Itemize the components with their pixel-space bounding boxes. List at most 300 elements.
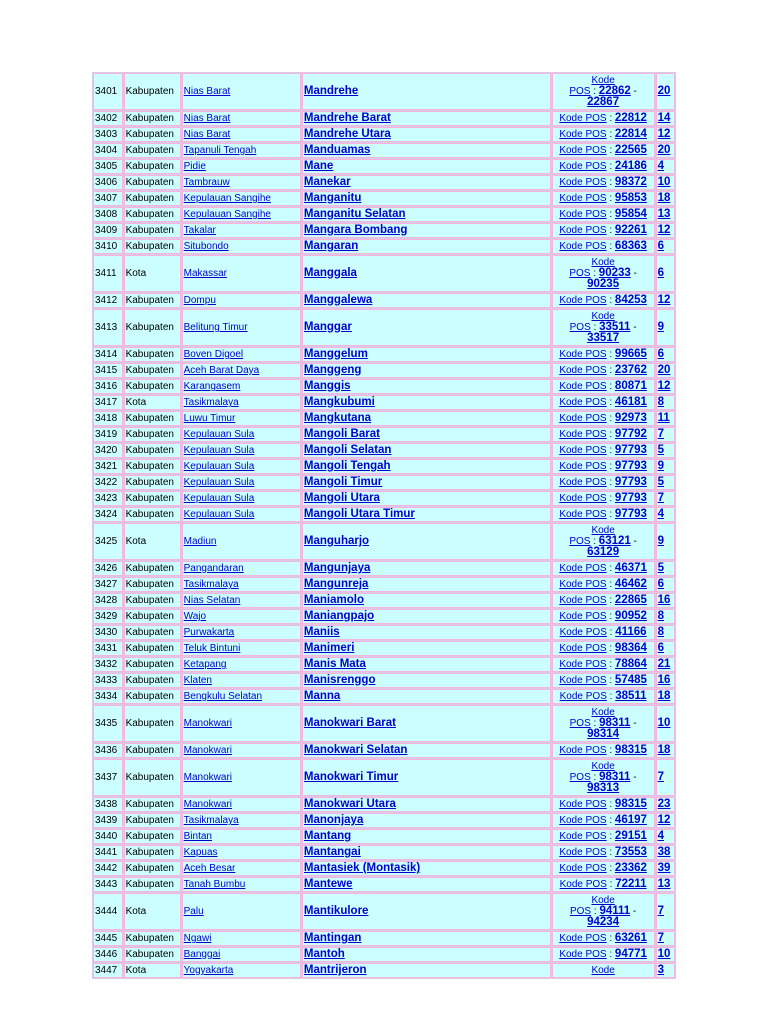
kode-pos-label[interactable]: Kode POS [559, 461, 607, 472]
postal-code-link[interactable]: 63261 [614, 932, 647, 944]
village-count-link[interactable]: 18 [657, 690, 671, 702]
village-count-link[interactable]: 7 [657, 492, 664, 504]
region-link[interactable]: Dompu [183, 295, 216, 306]
region-link[interactable]: Tasikmalaya [183, 579, 239, 590]
postal-code-cell [552, 877, 655, 892]
district-link[interactable]: Manokwari Barat [303, 717, 396, 729]
district-link[interactable]: Manokwari Selatan [303, 744, 408, 756]
village-count-link[interactable]: 23 [657, 798, 671, 810]
separator: : [606, 295, 615, 306]
postal-code-link[interactable]: 97793 [614, 444, 647, 456]
village-count-link[interactable]: 6 [657, 642, 664, 654]
postal-code-link[interactable]: 46197 [614, 814, 647, 826]
region-link[interactable]: Wajo [183, 611, 207, 622]
village-count-link[interactable]: 12 [657, 294, 671, 306]
postal-code-link[interactable]: 22812 [614, 112, 647, 124]
village-count-link[interactable]: 16 [657, 594, 671, 606]
region-link[interactable]: Tasikmalaya [183, 397, 239, 408]
postal-code-link[interactable]: 98372 [614, 176, 647, 188]
village-count-link[interactable]: 20 [657, 144, 671, 156]
kode-pos-label[interactable]: Kode POS [559, 949, 607, 960]
kode-pos-label[interactable]: Kode POS [559, 145, 607, 156]
postal-code-cell [552, 593, 655, 608]
region-link[interactable]: Banggai [183, 949, 221, 960]
district-cell [302, 411, 551, 426]
village-count-link[interactable]: 20 [657, 85, 671, 97]
kode-pos-label[interactable]: Kode POS [559, 225, 607, 236]
kode-pos-label[interactable]: Kode POS [559, 579, 607, 590]
region-link[interactable]: Madiun [183, 536, 217, 547]
district-link[interactable]: Manggalewa [303, 294, 373, 306]
kode-label[interactable]: Kode [591, 895, 615, 906]
count-cell [656, 593, 675, 608]
village-count-link[interactable]: 10 [657, 717, 671, 729]
kode-pos-label[interactable]: Kode POS [559, 933, 607, 944]
pos-label[interactable]: POS [569, 906, 592, 917]
region-cell [182, 239, 301, 254]
region-link[interactable]: Boven Digoel [183, 349, 244, 360]
region-cell [182, 947, 301, 962]
kode-pos-label[interactable]: Kode POS [559, 595, 607, 606]
region-link[interactable]: Situbondo [183, 241, 229, 252]
region-link[interactable]: Bengkulu Selatan [183, 691, 263, 702]
postal-code-link[interactable]: 98315 [614, 744, 647, 756]
village-count-link[interactable]: 7 [657, 771, 664, 783]
kode-pos-label[interactable]: Kode POS [559, 799, 607, 810]
region-link[interactable]: Kepulauan Sula [183, 477, 255, 488]
pos-label[interactable]: POS [569, 86, 591, 97]
region-cell [182, 743, 301, 758]
village-count-link[interactable]: 18 [657, 744, 671, 756]
separator: : [590, 268, 599, 279]
postal-code-link[interactable]: 92973 [614, 412, 647, 424]
village-count-link[interactable]: 10 [657, 176, 671, 188]
district-link[interactable]: Manganitu Selatan [303, 208, 406, 220]
village-count-link[interactable]: 13 [657, 208, 671, 220]
postal-code-from-link[interactable]: 98311 [599, 771, 631, 783]
district-link[interactable]: Mangoli Utara Timur [303, 508, 415, 520]
postal-code-link[interactable]: 95854 [614, 208, 647, 220]
district-link[interactable]: Manggis [303, 380, 351, 392]
region-link[interactable]: Bintan [183, 831, 212, 842]
region-link[interactable]: Kepulauan Sula [183, 509, 255, 520]
district-link[interactable]: Mane [303, 160, 334, 172]
postal-code-link[interactable]: 68363 [614, 240, 647, 252]
village-count-link[interactable]: 13 [657, 878, 671, 890]
postal-code-link[interactable]: 99665 [614, 348, 647, 360]
district-cell [302, 427, 551, 442]
kode-pos-label[interactable]: Kode POS [559, 445, 607, 456]
count-cell [656, 931, 675, 946]
postal-code-to-link[interactable]: 94234 [587, 916, 620, 928]
postal-code-from-link[interactable]: 22862 [598, 85, 631, 97]
district-cell [302, 705, 551, 742]
district-link[interactable]: Manokwari Utara [303, 798, 396, 810]
kode-pos-label[interactable]: Kode POS [559, 209, 607, 220]
region-link[interactable]: Pangandaran [183, 563, 244, 574]
pos-label[interactable]: POS [569, 772, 591, 783]
kode-pos-label[interactable]: Kode POS [559, 691, 607, 702]
kode-pos-label[interactable]: Kode POS [559, 113, 607, 124]
region-link[interactable]: Ketapang [183, 659, 227, 670]
postal-code-link[interactable]: 38511 [615, 690, 647, 702]
district-cell [302, 593, 551, 608]
region-link[interactable]: Ngawi [183, 933, 212, 944]
postal-code-to-link[interactable]: 22867 [587, 96, 620, 108]
village-count-link[interactable]: 14 [657, 112, 671, 124]
row-number: 3423 [93, 491, 123, 506]
separator: : [606, 691, 616, 702]
postal-code-cell [552, 223, 655, 238]
district-link[interactable]: Mangoli Utara [303, 492, 380, 504]
region-cell [182, 475, 301, 490]
separator: : [606, 879, 616, 890]
postal-code-link[interactable]: 90952 [614, 610, 647, 622]
postal-code-link[interactable]: 98364 [614, 642, 647, 654]
district-link[interactable]: Mantingan [303, 932, 362, 944]
postal-code-from-link[interactable]: 63121 [598, 535, 631, 547]
district-link[interactable]: Manis Mata [303, 658, 366, 670]
region-cell [182, 845, 301, 860]
region-type: Kabupaten [124, 347, 181, 362]
district-link[interactable]: Manna [303, 690, 341, 702]
district-link[interactable]: Manekar [303, 176, 351, 188]
postal-code-to-link[interactable]: 98314 [587, 728, 620, 740]
count-cell [656, 947, 675, 962]
village-count-link[interactable]: 6 [657, 267, 664, 279]
district-link[interactable]: Manggeng [303, 364, 362, 376]
village-count-link[interactable]: 5 [657, 562, 664, 574]
row-number: 3438 [93, 797, 123, 812]
region-type: Kabupaten [124, 743, 181, 758]
kode-pos-label[interactable]: Kode POS [559, 129, 607, 140]
kode-pos-label[interactable]: Kode POS [559, 241, 607, 252]
district-link[interactable]: Manisrenggo [303, 674, 376, 686]
postal-code-from-link[interactable]: 94111 [599, 905, 631, 917]
kode-pos-label[interactable]: Kode POS [559, 563, 607, 574]
village-count-link[interactable]: 20 [657, 364, 671, 376]
row-number: 3410 [93, 239, 123, 254]
region-link[interactable]: Klaten [183, 675, 212, 686]
region-link[interactable]: Nias Barat [183, 113, 231, 124]
district-link[interactable]: Mandrehe Utara [303, 128, 391, 140]
region-cell [182, 963, 301, 978]
region-link[interactable]: Karangasem [183, 381, 241, 392]
village-count-link[interactable]: 38 [657, 846, 671, 858]
postal-code-link[interactable]: 29151 [614, 830, 647, 842]
district-link[interactable]: Maniangpajo [303, 610, 375, 622]
row-number: 3431 [93, 641, 123, 656]
district-link[interactable]: Manggala [303, 267, 357, 279]
district-link[interactable]: Manganitu [303, 192, 362, 204]
region-link[interactable]: Kepulauan Sangihe [183, 209, 271, 220]
district-link[interactable]: Mantang [303, 830, 352, 842]
district-link[interactable]: Mantrijeron [303, 964, 367, 976]
kode-pos-label[interactable]: Kode POS [559, 295, 607, 306]
separator: : [606, 611, 615, 622]
kode-pos-label[interactable]: Kode POS [559, 193, 607, 204]
kode-pos-label[interactable]: Kode POS [559, 413, 607, 424]
postal-code-link[interactable]: 22865 [614, 594, 647, 606]
postal-code-link[interactable]: 95853 [614, 192, 647, 204]
region-link[interactable]: Tasikmalaya [183, 815, 239, 826]
pos-label[interactable]: POS [569, 536, 591, 547]
district-link[interactable]: Mangoli Tengah [303, 460, 391, 472]
village-count-link[interactable]: 6 [657, 348, 664, 360]
kode-pos-label[interactable]: Kode POS [559, 879, 607, 890]
district-cell [302, 309, 551, 346]
district-link[interactable]: Manguharjo [303, 535, 370, 547]
postal-code-from-link[interactable]: 98311 [599, 717, 631, 729]
postal-code-to-link[interactable]: 98313 [587, 782, 620, 794]
postal-code-link[interactable]: 46371 [614, 562, 647, 574]
village-count-link[interactable]: 6 [657, 578, 664, 590]
region-link[interactable]: Purwakarta [183, 627, 235, 638]
kode-pos-label[interactable]: Kode POS [559, 509, 607, 520]
region-cell [182, 593, 301, 608]
postal-code-link[interactable]: 22565 [614, 144, 647, 156]
village-count-link[interactable]: 7 [657, 428, 664, 440]
region-type: Kabupaten [124, 813, 181, 828]
kode-pos-label[interactable]: Kode POS [559, 365, 607, 376]
region-link[interactable]: Tambrauw [183, 177, 230, 188]
district-link[interactable]: Mangkutana [303, 412, 371, 424]
postal-code-cell [552, 689, 655, 704]
district-link[interactable]: Mangaran [303, 240, 359, 252]
kode-label[interactable]: Kode [591, 707, 615, 718]
district-link[interactable]: Mantangai [303, 846, 361, 858]
postal-code-to-link[interactable]: 90235 [587, 278, 620, 290]
region-cell [182, 127, 301, 142]
row-number: 3401 [93, 73, 123, 110]
postal-code-link[interactable]: 22814 [614, 128, 647, 140]
region-link[interactable]: Kepulauan Sula [183, 493, 255, 504]
postal-code-link[interactable]: 78864 [614, 658, 647, 670]
district-link[interactable]: Mantasiek (Montasik) [303, 862, 421, 874]
region-link[interactable]: Teluk Bintuni [183, 643, 241, 654]
table-row [93, 743, 675, 758]
postal-code-cell [552, 931, 655, 946]
region-link[interactable]: Pidie [183, 161, 206, 172]
postal-code-to-link[interactable]: 63129 [587, 546, 620, 558]
postal-code-link[interactable]: 46181 [614, 396, 647, 408]
kode-pos-label[interactable]: Kode POS [559, 493, 607, 504]
district-link[interactable]: Manggelum [303, 348, 368, 360]
postal-code-link[interactable]: 57485 [614, 674, 647, 686]
kode-pos-label[interactable]: Kode POS [559, 349, 607, 360]
region-link[interactable]: Nias Barat [183, 86, 231, 97]
district-link[interactable]: Mangunreja [303, 578, 369, 590]
postal-code-link[interactable]: 73553 [614, 846, 647, 858]
village-count-link[interactable]: 3 [657, 964, 664, 976]
district-link[interactable]: Maniamolo [303, 594, 364, 606]
region-link[interactable]: Aceh Besar [183, 863, 236, 874]
district-cell [302, 159, 551, 174]
region-cell [182, 523, 301, 560]
district-link[interactable]: Maniis [303, 626, 340, 638]
region-type: Kabupaten [124, 931, 181, 946]
kode-pos-label[interactable]: Kode POS [559, 643, 607, 654]
village-count-link[interactable]: 18 [657, 192, 671, 204]
village-count-link[interactable]: 7 [657, 905, 664, 917]
village-count-link[interactable]: 39 [657, 862, 671, 874]
village-count-link[interactable]: 9 [657, 535, 664, 547]
postal-code-link[interactable]: 24186 [614, 160, 647, 172]
district-link[interactable]: Mangoli Selatan [303, 444, 392, 456]
village-count-link[interactable]: 8 [657, 396, 664, 408]
postal-code-link[interactable]: 84253 [614, 294, 647, 306]
village-count-link[interactable]: 4 [657, 160, 664, 172]
district-link[interactable]: Mangoli Barat [303, 428, 380, 440]
region-link[interactable]: Yogyakarta [183, 965, 234, 976]
postal-code-link[interactable]: 97793 [614, 508, 647, 520]
pos-label[interactable]: POS [569, 322, 591, 333]
region-link[interactable]: Takalar [183, 225, 216, 236]
village-count-link[interactable]: 7 [657, 932, 664, 944]
region-type: Kabupaten [124, 641, 181, 656]
row-number: 3425 [93, 523, 123, 560]
region-link[interactable]: Manokwari [183, 718, 232, 729]
postal-code-link[interactable]: 97793 [614, 460, 647, 472]
village-count-link[interactable]: 21 [657, 658, 671, 670]
kode-pos-label[interactable]: Kode POS [559, 627, 607, 638]
region-link[interactable]: Kapuas [183, 847, 218, 858]
kode-label[interactable]: Kode [591, 257, 615, 268]
postal-code-from-link[interactable]: 90233 [598, 267, 631, 279]
postal-code-link[interactable]: 97792 [614, 428, 647, 440]
region-link[interactable]: Nias Barat [183, 129, 231, 140]
kode-pos-label[interactable]: Kode POS [559, 177, 607, 188]
district-link[interactable]: Mantoh [303, 948, 345, 960]
region-link[interactable]: Kepulauan Sula [183, 461, 255, 472]
village-count-link[interactable]: 11 [657, 412, 670, 424]
table-row [93, 427, 675, 442]
district-cell [302, 829, 551, 844]
postal-code-link[interactable]: 80871 [614, 380, 647, 392]
village-count-link[interactable]: 12 [657, 128, 671, 140]
postal-code-link[interactable]: 41166 [615, 626, 647, 638]
region-link[interactable]: Makassar [183, 268, 227, 279]
postal-code-from-link[interactable]: 33511 [599, 321, 631, 333]
district-link[interactable]: Mangunjaya [303, 562, 371, 574]
region-link[interactable]: Manokwari [183, 799, 232, 810]
kode-pos-label[interactable]: Kode POS [559, 863, 607, 874]
postal-code-link[interactable]: 72211 [615, 878, 647, 890]
village-count-link[interactable]: 4 [657, 830, 664, 842]
district-link[interactable]: Manonjaya [303, 814, 364, 826]
district-link[interactable]: Mandrehe [303, 85, 359, 97]
postal-code-link[interactable]: 97793 [614, 476, 647, 488]
district-link[interactable]: Mantewe [303, 878, 353, 890]
kode-pos-label[interactable]: Kode POS [559, 831, 607, 842]
row-number: 3445 [93, 931, 123, 946]
village-count-link[interactable]: 5 [657, 476, 664, 488]
region-cell [182, 657, 301, 672]
kode-pos-label[interactable]: Kode POS [559, 675, 607, 686]
count-cell [656, 309, 675, 346]
pos-label[interactable]: POS [569, 718, 591, 729]
kode-pos-label[interactable]: Kode POS [559, 659, 607, 670]
kode-label[interactable]: Kode [591, 75, 615, 86]
district-link[interactable]: Mandrehe Barat [303, 112, 391, 124]
region-link[interactable]: Tanah Bumbu [183, 879, 246, 890]
region-type: Kabupaten [124, 657, 181, 672]
region-type: Kabupaten [124, 379, 181, 394]
district-link[interactable]: Mantikulore [303, 905, 369, 917]
district-link[interactable]: Mangara Bombang [303, 224, 408, 236]
kode-label[interactable]: Kode [591, 311, 615, 322]
village-count-link[interactable]: 12 [657, 814, 671, 826]
district-link[interactable]: Manggar [303, 321, 352, 333]
region-link[interactable]: Tapanuli Tengah [183, 145, 257, 156]
kode-label[interactable]: Kode [591, 761, 615, 772]
village-count-link[interactable]: 10 [657, 948, 671, 960]
kode-pos-label[interactable]: Kode POS [559, 381, 607, 392]
district-link[interactable]: Manokwari Timur [303, 771, 399, 783]
region-link[interactable]: Manokwari [183, 772, 232, 783]
village-count-link[interactable]: 16 [657, 674, 671, 686]
kode-pos-label[interactable]: Kode POS [559, 477, 607, 488]
region-link[interactable]: Kepulauan Sangihe [183, 193, 271, 204]
village-count-link[interactable]: 9 [657, 460, 664, 472]
postal-code-to-link[interactable]: 33517 [587, 332, 620, 344]
region-link[interactable]: Kepulauan Sula [183, 445, 255, 456]
district-link[interactable]: Mangkubumi [303, 396, 375, 408]
village-count-link[interactable]: 5 [657, 444, 664, 456]
region-link[interactable]: Nias Selatan [183, 595, 241, 606]
village-count-link[interactable]: 4 [657, 508, 664, 520]
kode-pos-label[interactable]: Kode POS [559, 815, 607, 826]
table-row [93, 797, 675, 812]
region-link[interactable]: Belitung Timur [183, 322, 248, 333]
region-link[interactable]: Aceh Barat Daya [183, 365, 260, 376]
district-link[interactable]: Manduamas [303, 144, 371, 156]
village-count-link[interactable]: 9 [657, 321, 664, 333]
kode-pos-label[interactable]: Kode POS [559, 847, 607, 858]
kode-pos-label[interactable]: Kode POS [559, 611, 607, 622]
postal-code-link[interactable]: 46462 [614, 578, 647, 590]
postal-code-link[interactable]: 97793 [614, 492, 647, 504]
table-row [93, 239, 675, 254]
village-count-link[interactable]: 12 [657, 224, 671, 236]
village-count-link[interactable]: 8 [657, 626, 664, 638]
region-link[interactable]: Kepulauan Sula [183, 429, 255, 440]
kode-pos-label[interactable]: Kode POS [559, 161, 607, 172]
region-link[interactable]: Palu [183, 906, 204, 917]
region-link[interactable]: Manokwari [183, 745, 232, 756]
separator: : [606, 413, 615, 424]
postal-code-link[interactable]: 94771 [614, 948, 647, 960]
kode-pos-label[interactable]: Kode POS [559, 429, 607, 440]
kode-pos-label[interactable]: Kode POS [559, 397, 607, 408]
village-count-link[interactable]: 8 [657, 610, 664, 622]
district-link[interactable]: Mangoli Timur [303, 476, 383, 488]
kode-pos-label[interactable]: Kode POS [559, 745, 607, 756]
postal-code-link[interactable]: 98315 [614, 798, 647, 810]
postal-code-cell [552, 127, 655, 142]
village-count-link[interactable]: 12 [657, 380, 671, 392]
kode-label[interactable]: Kode [591, 525, 615, 536]
district-link[interactable]: Manimeri [303, 642, 355, 654]
kode-label[interactable]: Kode [591, 965, 615, 976]
postal-code-link[interactable]: 23762 [614, 364, 647, 376]
pos-label[interactable]: POS [569, 268, 591, 279]
village-count-link[interactable]: 6 [657, 240, 664, 252]
postal-code-link[interactable]: 23362 [614, 862, 647, 874]
region-link[interactable]: Luwu Timur [183, 413, 236, 424]
postal-code-link[interactable]: 92261 [614, 224, 647, 236]
postal-code-cell [552, 963, 655, 978]
